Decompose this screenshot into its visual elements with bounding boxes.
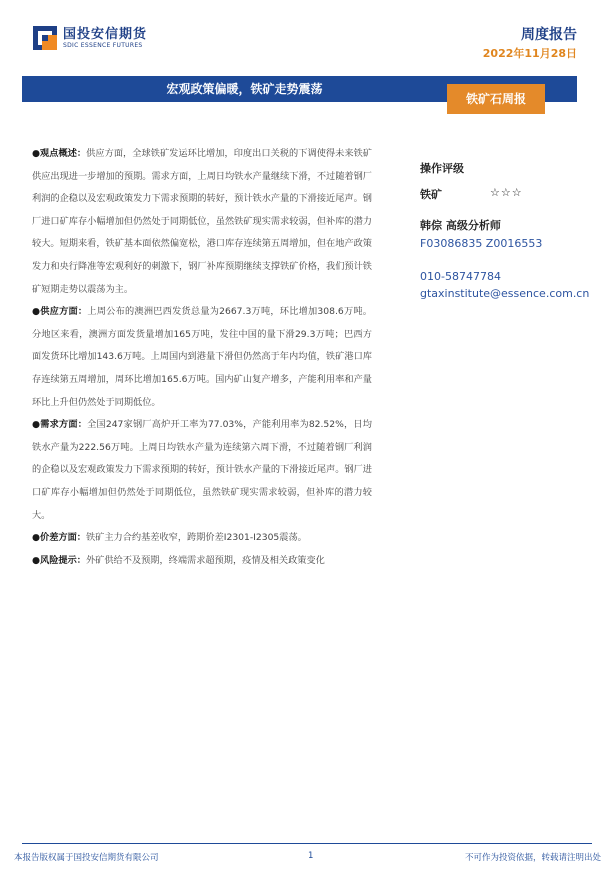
report-title: 宏观政策偏暖，铁矿走势震荡 [166,82,323,96]
analyst-name: 韩倧 高级分析师 [420,219,501,232]
section-demand [32,414,372,527]
main-content [32,143,372,572]
section-text: 外矿供给不及预期，终端需求超预期，疫情及相关政策变化 [85,554,325,566]
contact-phone: 010-58747784 [420,270,501,283]
rating-row [420,186,610,202]
section-spread [32,527,372,550]
footer-disclaimer: 不可作为投资依据，转载请注明出处 [464,853,601,863]
contact-email[interactable]: gtaxinstitute@essence.com.cn [420,287,590,300]
section-text: 全国247家钢厂高炉开工率为77.03%，产能利用率为82.52%，日均铁水产量为222.56万吨。上周日均铁水产量为连续第六周下滑，不过随着钢厂利润的企稳以及宏观政策发力下需求预期的转好，预计铁水产量的下滑接近尾声。钢厂进口矿库存小幅增加但仍然处于同期低位，虽然铁矿现实需求较弱，但补库的潜力较大。 [32,419,372,521]
section-text: 铁矿主力合约基差收窄，跨期价差I2301-I2305震荡。 [85,532,307,544]
section-heading: ●观点概述： [32,148,87,159]
footer-divider [22,843,592,844]
footer-copyright: 本报告版权属于国投安信期货有限公司 [14,853,159,863]
logo-icon [33,26,57,50]
logo-name-en: SDIC ESSENCE FUTURES [63,41,143,49]
section-heading: ●价差方面： [32,532,86,544]
section-supply [32,301,372,414]
section-heading: ●风险提示： [32,554,86,566]
rating-stars-icon: ☆☆☆ [490,186,523,199]
logo-name-cn: 国投安信期货 [63,26,148,42]
report-tag: 铁矿石周报 [447,84,545,114]
section-heading: ●供应方面： [32,306,88,318]
section-text: 供应方面，全球铁矿发运环比增加，印度出口关税的下调使得未来铁矿供应出现进一步增加的预期。需求方面，上周日均铁水产量继续下滑，不过随着钢厂利润的企稳以及宏观政策发力下需求预期的转好，预计铁水产量的下滑接近尾声。钢厂进口矿库存小幅增加但仍然处于同期低位，虽然铁矿现实需求较弱，但补库的潜力较大。短期来看，铁矿基本面依然偏宽松，港口库存连续第五周增加，但在地产政策发力和央行降准等宏观利好的刺激下，钢厂补库预期继续支撑铁矿价格，我们预计铁矿短期走势以震荡为主。 [32,148,372,295]
rating-title: 操作评级 [420,162,464,175]
section-heading: ●需求方面： [32,419,88,431]
report-type: 周度报告 [521,27,577,43]
side-panel [420,160,610,300]
section-overview [32,143,372,301]
analyst-cert: F03086835 Z0016553 [420,237,543,250]
rating-item: 铁矿 [420,188,442,201]
section-risk [32,550,372,573]
report-date: 2022年11月28日 [482,47,577,60]
page-number: 1 [308,851,314,861]
company-logo [33,26,147,50]
section-text: 上周公布的澳洲巴西发货总量为2667.3万吨，环比增加308.6万吨。分地区来看，澳洲方面发货量增加165万吨，发往中国的量下滑29.3万吨；巴西方面发货环比增加143.6万吨。上周国内到港量下滑但仍然高于年内均值，铁矿港口库存连续第五周增加，周环比增加165.6万吨。国内矿山复产增多，产能利用率和产量环比上升但仍然处于同期低位。 [32,306,372,408]
